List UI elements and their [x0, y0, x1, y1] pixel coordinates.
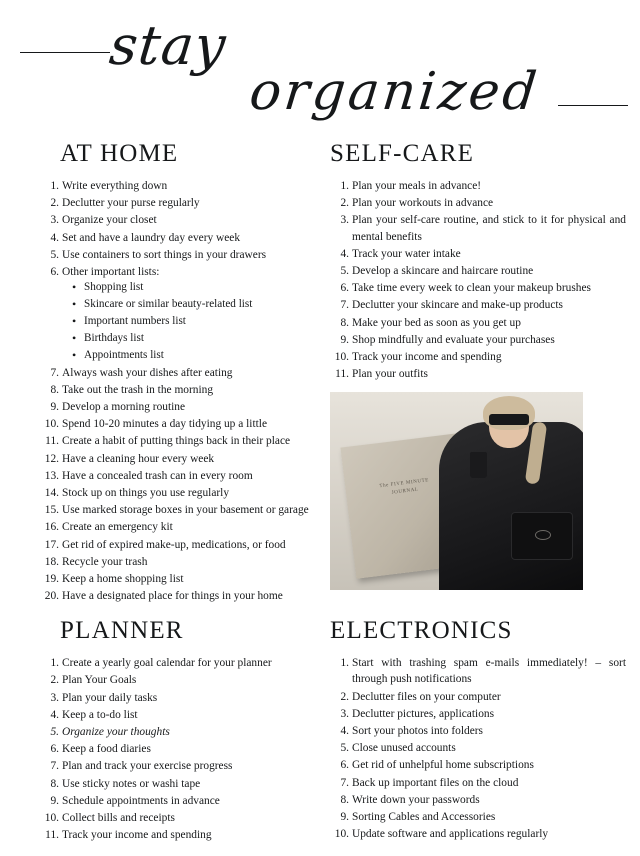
list-item: Recycle your trash [62, 555, 148, 568]
bottom-columns [0, 605, 640, 844]
list-item: Update software and applications regularly [352, 828, 549, 841]
list-item: Plan and track your exercise progress [62, 760, 233, 773]
sub-list-item: • Important numbers list [72, 314, 316, 330]
list-item: Sort your photos into folders [352, 725, 483, 738]
list-item: Stock up on things you use regularly [62, 486, 230, 499]
page-title-line1: stay [106, 14, 230, 77]
at-home-sub-list [62, 280, 316, 364]
list-item: Plan your self-care routine, and stick to it for physical and mental benefits [352, 214, 626, 243]
list-item: Sorting Cables and Accessories [352, 810, 496, 823]
list-item: Always wash your dishes after eating [62, 366, 233, 379]
photo-journal-label: The FIVE MINUTE JOURNAL [379, 478, 430, 496]
planner-body [20, 655, 316, 843]
section-at-home [20, 140, 316, 605]
list-item: Have a concealed trash can in every room [62, 469, 253, 482]
list-item: Plan your outfits [352, 368, 428, 381]
list-item: Take out the trash in the morning [62, 383, 214, 396]
list-item: Create an emergency kit [62, 521, 173, 534]
section-electronics [330, 617, 626, 844]
list-item: Track your income and spending [62, 829, 212, 842]
page-title-line2: organized [246, 62, 543, 122]
list-item: Declutter your skincare and make-up products [352, 299, 563, 312]
list-item: Schedule appointments in advance [62, 794, 220, 807]
list-item: Keep a to-do list [62, 708, 138, 721]
sub-list-item: • Birthdays list [72, 331, 316, 347]
header-rule-left [20, 52, 110, 53]
list-item: Make your bed as soon as you get up [352, 316, 521, 329]
sub-list-item: • Skincare or similar beauty-related list [72, 297, 316, 313]
at-home-list [40, 178, 316, 604]
header-rule-right [558, 105, 628, 106]
list-item: Shop mindfully and evaluate your purchases [352, 333, 555, 346]
list-item: Organize your closet [62, 214, 157, 227]
list-item: Keep a home shopping list [62, 572, 184, 585]
list-item: Have a cleaning hour every week [62, 452, 215, 465]
planner-list [40, 655, 316, 843]
list-item: Plan your meals in advance! [352, 180, 482, 192]
photo-coffee-cup [470, 452, 487, 478]
sub-list-item: • Shopping list [72, 280, 316, 296]
list-item: Develop a morning routine [62, 401, 186, 414]
list-item: Spend 10-20 minutes a day tidying up a little [62, 418, 268, 431]
list-item: Write everything down [62, 180, 168, 192]
planner-title: PLANNER [60, 617, 184, 645]
sub-list-item: • Appointments list [72, 348, 316, 364]
list-item: Organize your thoughts [62, 726, 170, 739]
at-home-title: AT HOME [60, 140, 179, 167]
list-item: Write down your passwords [352, 793, 480, 806]
at-home-body [20, 178, 316, 604]
list-item: Back up important files on the cloud [352, 776, 519, 789]
top-columns [0, 140, 640, 605]
list-item: Develop a skincare and haircare routine [352, 264, 534, 277]
list-item: Set and have a laundry day every week [62, 231, 241, 244]
list-item: Track your water intake [352, 247, 461, 260]
list-item: Track your income and spending [352, 350, 502, 363]
list-item: Keep a food diaries [62, 743, 151, 756]
list-item: Declutter files on your computer [352, 690, 501, 703]
list-item: Declutter your purse regularly [62, 197, 200, 210]
list-item: Use marked storage boxes in your basement or garage [62, 504, 309, 517]
list-item: Close unused accounts [352, 742, 456, 755]
list-item: Start with trashing spam e-mails immediately! – sort through push notifications [352, 657, 626, 686]
electronics-list [330, 655, 626, 842]
list-item: Take time every week to clean your makeup brushes [352, 282, 591, 295]
list-item-label: Other important lists: [62, 265, 160, 278]
sunglasses-icon [489, 414, 529, 425]
list-item: Plan Your Goals [62, 674, 137, 687]
list-item: Collect bills and receipts [62, 811, 175, 824]
list-item: Use containers to sort things in your drawers [62, 248, 267, 261]
photo-person-hair [483, 396, 535, 430]
list-item: Create a habit of putting things back in their place [62, 435, 291, 448]
list-item: Create a yearly goal calendar for your planner [62, 657, 272, 670]
list-item: Get rid of expired make-up, medications, or food [62, 538, 286, 551]
section-self-care [330, 140, 626, 605]
self-care-list [330, 178, 626, 382]
electronics-title: ELECTRONICS [330, 617, 513, 645]
page-header [0, 0, 640, 140]
list-item: Plan your workouts in advance [352, 197, 494, 210]
list-item: Have a designated place for things in your home [62, 590, 283, 603]
self-care-title: SELF-CARE [330, 140, 475, 167]
section-planner [20, 617, 316, 844]
list-item: Plan your daily tasks [62, 691, 158, 704]
list-item: Use sticky notes or washi tape [62, 777, 201, 790]
lifestyle-photo [330, 392, 583, 590]
list-item: Declutter pictures, applications [352, 707, 495, 720]
list-item: Get rid of unhelpful home subscriptions [352, 759, 534, 772]
list-item [40, 264, 316, 364]
